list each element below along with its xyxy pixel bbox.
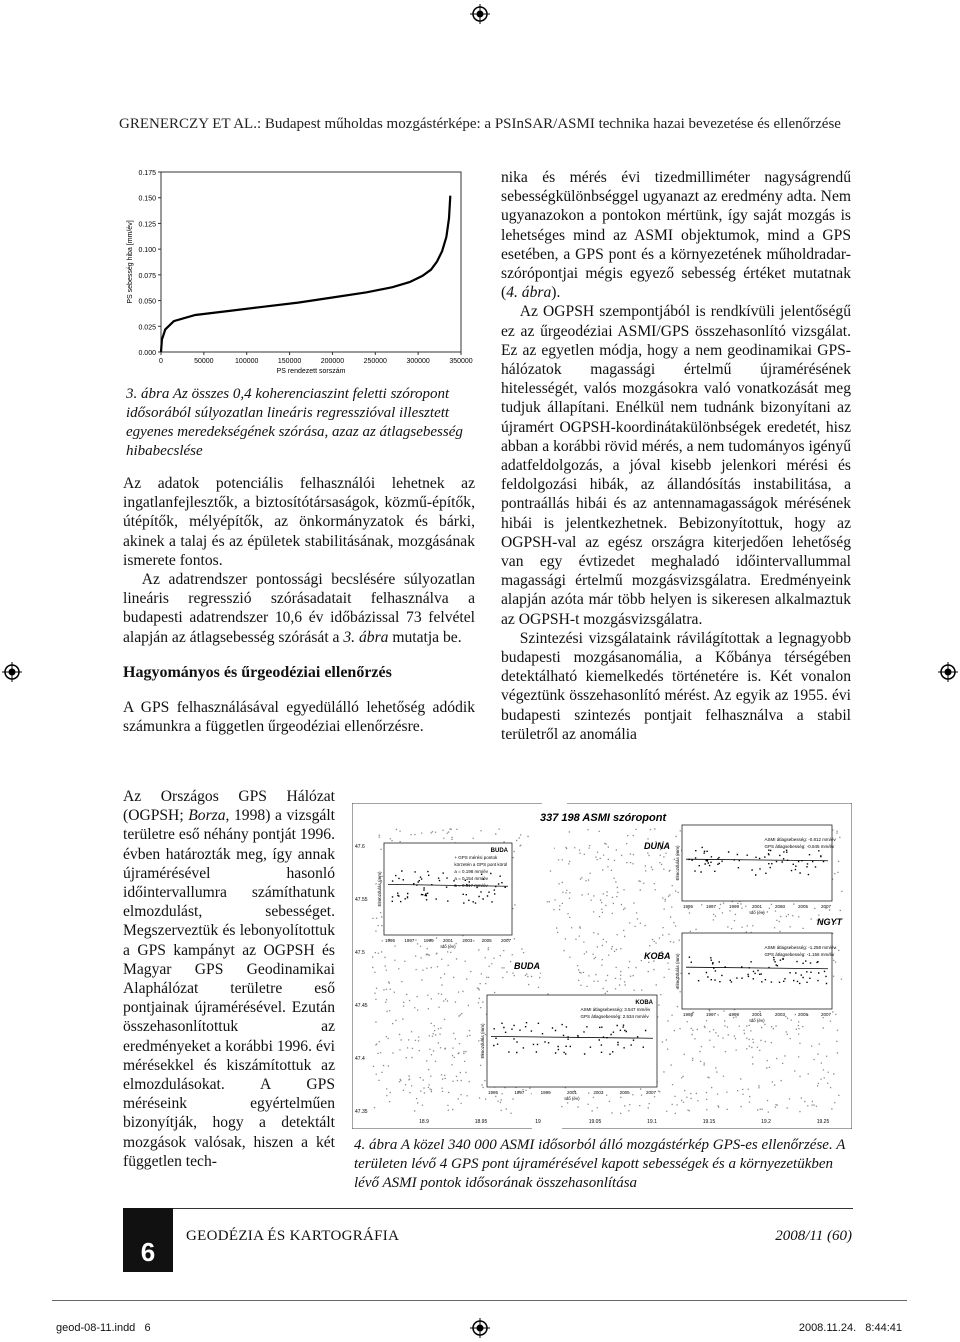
- paragraph-ogpsh-rest: , 1998) a vizsgált területre eső néhány pontját 1996. évben határozták meg, így annak újramérésével hasonló időintervallumra számíthatunk elmozdulást, sebességet. Megszerveztük és lebonyolítottuk a GPS kampányt az OGPSH és Magyar GPS Geodinamikai Alaphálózat területre eső pontjainak újramérésével. Ezután összehasonlítottuk az eredményeket a korábbi 1996. évi mérésekkel és kiszámítottuk az elmozdulásokat. A GPS méréseink egyértelműen bizonyítják, hogy a detektált mozgások valósak, hiszen a két független tech-: [123, 807, 335, 1170]
- inset-annotation: ASMI átlagsebesség: -0.812 mm/év: [764, 837, 836, 842]
- paragraph-ogpsh: [123, 787, 335, 1171]
- page-number-box: [123, 1208, 173, 1272]
- map-label-ngyt: NGYT: [817, 917, 843, 927]
- borza-reference: Borza: [188, 807, 226, 825]
- header-author-initial: G: [119, 116, 130, 132]
- latitude-tick-label: 47.5: [355, 950, 365, 956]
- map-label-duna: DUNA: [644, 841, 670, 851]
- paragraph-technique-comparison-end: ).: [551, 284, 561, 302]
- slug-timestamp: 2008.11.24. 8:44:41: [798, 1322, 902, 1334]
- map-title: 337 198 ASMI szóropont: [540, 812, 667, 824]
- inset-year-label: 1995: [384, 938, 396, 943]
- inset-year-label: 2005: [619, 1090, 630, 1095]
- running-header: [0, 116, 960, 133]
- inset-annotation: ASMI átlagsebesség: 3.547 mm/év: [580, 1007, 651, 1012]
- figure-4-caption-number: 4. ábra: [354, 1137, 398, 1153]
- x-tick-label: 50000: [194, 358, 214, 365]
- map-label-koba: KOBA: [644, 951, 671, 961]
- inset-elevation-axis: Elmozdulás (mm): [377, 871, 382, 907]
- inset-year-label: 1995: [682, 904, 694, 909]
- figure-3-caption: [126, 385, 471, 461]
- inset-time-axis: Idő (év): [564, 1096, 580, 1101]
- figure-3-caption-text: Az összes 0,4 koherenciaszint feletti szóropont idősorából súlyozatlan lineáris regresszióval illesztett egyenes meredekségének szórása, azaz az átlagsebesség hibabecslése: [126, 386, 463, 459]
- paragraph-gps-intro: A GPS felhasználásával egyedülálló lehetőség adódik számunkra a független űrgeodéziai ellenőrzésre.: [123, 699, 475, 736]
- inset-buda-timeseries: [377, 843, 512, 949]
- slug-rule: [52, 1300, 907, 1301]
- longitude-tick-label: 19.1: [647, 1119, 657, 1125]
- figure-4-reference: 4. ábra: [506, 284, 552, 302]
- inset-year-label: 2005: [797, 904, 809, 909]
- inset-year-label: 2003: [774, 1012, 786, 1017]
- latitude-tick-label: 47.4: [355, 1056, 365, 1062]
- inset-koba-timeseries: [480, 995, 657, 1101]
- longitude-tick-label: 19.25: [816, 1119, 830, 1125]
- map-label-buda: BUDA: [514, 961, 540, 971]
- inset-annotation: a = 0.117 mm/év: [454, 883, 488, 888]
- longitude-tick-label: 18.95: [474, 1119, 488, 1125]
- inset-year-label: 2001: [751, 904, 763, 909]
- inset-year-label: 2003: [774, 904, 786, 909]
- y-tick-label: 0.125: [138, 221, 156, 229]
- paragraph-ogpsh-text: Az Országos GPS Hálózat (OGPSH;: [123, 788, 335, 825]
- figure-3-reference: 3. ábra: [343, 628, 389, 646]
- journal-name: GEODÉZIA ÉS KARTOGRÁFIA: [186, 1228, 400, 1244]
- inset-annotation: + GPS mérési pontok: [454, 855, 498, 860]
- inset-year-label: 2001: [566, 1090, 578, 1095]
- inset-annotation: ASMI átlagsebesség: -1.258 mm/év: [764, 945, 836, 950]
- y-tick-label: 0.025: [138, 324, 156, 332]
- inset-year-label: 2007: [820, 1012, 832, 1017]
- inset-year-label: 2005: [797, 1012, 809, 1017]
- inset-year-label: 1999: [423, 938, 434, 943]
- x-tick-label: 300000: [406, 358, 430, 365]
- slug-filename: geod-08-11.indd 6: [56, 1322, 151, 1334]
- figure-3-caption-number: 3. ábra: [126, 386, 170, 402]
- registration-mark-icon: [2, 662, 22, 682]
- x-tick-label: 200000: [320, 358, 345, 365]
- figure-3-chart: [123, 166, 473, 380]
- right-column-text: [501, 168, 851, 744]
- inset-station-label: KOBA: [635, 1000, 653, 1006]
- x-tick-label: 150000: [277, 358, 302, 365]
- inset-year-label: 1995: [682, 1012, 694, 1017]
- inset-time-axis: Idő (év): [749, 910, 765, 915]
- header-title: : Budapest műholdas mozgástérképe: a PSInSAR/ASMI technika hazai bevezetése és ellenőrzése: [256, 116, 841, 132]
- inset-time-axis: Idő (év): [440, 944, 456, 949]
- longitude-tick-label: 19.2: [761, 1119, 771, 1125]
- inset-elevation-axis: Elmozdulás (mm): [675, 953, 680, 989]
- issue-number: 2008/11 (60): [775, 1228, 852, 1244]
- page-number: 6: [140, 1237, 156, 1267]
- inset-annotation: GPS átlagsebesség: -1.156 mm/év: [764, 952, 835, 957]
- inset-year-label: 1999: [728, 904, 740, 909]
- header-authors: RENERCZY ET AL: [129, 116, 254, 132]
- inset-year-label: 1997: [514, 1090, 525, 1095]
- latitude-tick-label: 47.6: [355, 844, 365, 850]
- x-tick-label: 0: [159, 358, 163, 365]
- x-tick-label: 100000: [235, 358, 259, 365]
- registration-mark-icon: [470, 1318, 490, 1338]
- inset-year-label: 1999: [728, 1012, 740, 1017]
- y-tick-label: 0.000: [138, 350, 156, 357]
- section-heading: Hagyományos és űrgeodéziai ellenőrzés: [123, 663, 392, 681]
- paragraph-technique-comparison: [501, 168, 851, 302]
- longitude-tick-label: 19.05: [588, 1119, 602, 1125]
- inset-elevation-axis: Elmozdulás (mm): [480, 1023, 485, 1059]
- inset-year-label: 1995: [487, 1090, 499, 1095]
- inset-annotation: a = 0.198 mm/év: [454, 869, 489, 874]
- footer-rule: [123, 1208, 853, 1209]
- inset-annotation: körzetén a GPS pont körül: [454, 862, 508, 867]
- inset-station-label: BUDA: [490, 848, 508, 854]
- inset-year-label: 1999: [540, 1090, 551, 1095]
- inset-annotation: GPS átlagsebesség: 2.534 mm/év: [580, 1014, 649, 1019]
- paragraph-technique-comparison-text: nika és mérés évi tizedmilliméter nagyságrendű sebességkülönbséggel ugyanazt az eredmény adta. Nem ugyanazokon a pontokon mértünk, így saját mozgás is lehetséges mind az ASMI objektumok, mind a GPS esetében, a GPS pont és a környezetének műholdradar-szórópontjai mégis egyező sebesség értéket mutatnak (: [501, 169, 851, 302]
- latitude-tick-label: 47.55: [355, 897, 368, 903]
- registration-mark-icon: [470, 4, 490, 24]
- inset-year-label: 1997: [705, 904, 717, 909]
- inset-annotation: a = 0.154 mm/év: [454, 876, 489, 881]
- inset-year-label: 2001: [442, 938, 454, 943]
- inset-year-label: 2007: [645, 1090, 657, 1095]
- figure-4-caption-text: A közel 340 000 ASMI idősorból álló mozgástérkép GPS-es ellenőrzése. A területen lévő 4 GPS pont újramérésével kapott sebességek és a környezetükben lévő ASMI pontok idősorának összehasonlítása: [354, 1137, 846, 1191]
- inset-year-label: 2001: [751, 1012, 763, 1017]
- inset-year-label: 1997: [404, 938, 415, 943]
- left-column-text: [123, 474, 475, 736]
- inset-year-label: 2005: [481, 938, 492, 943]
- inset-year-label: 1997: [705, 1012, 717, 1017]
- paragraph-ogpsh-significance: Az OGPSH szempontjából is rendkívüli jelentőségű ez az űrgeodéziai ASMI/GPS összehasonlító vizsgálat. Ez az egyetlen módja, hogy a nem geodinamikai GPS-hálózatok magassági értelmű újramérésének hitelességét, valós mozgásokra való vonatkozását meg tudjuk állapítani. Enélkül nem tudnánk bizonyítani az újramért OGPSH-koordinátakülönbségek eredetét, hisz abban a korábbi rövid mérés, a nem tudományos igényű adatfeldolgozás, a jóval kisebb jelenkori mérési és feldolgozási hibák, az állandósítás instabilitása, a pontraállás hibái és az antennamagasságok mérésének hibái is jelentkezhetnek. Bebizonyítottuk, hogy az OGPSH-val az egész országra kiterjedően lehetőség van egy évtizedet meghaladó időintervallummal magassági értelmű mozgásvizsgálatra. Eredményeink alapján azóta már több helyen is sikeresen alkalmaztuk az OGPSH-t mozgásvizsgálatra.: [501, 303, 851, 628]
- y-tick-label: 0.150: [138, 195, 156, 203]
- y-tick-label: 0.175: [138, 170, 156, 177]
- paragraph-accuracy-end: mutatja be.: [388, 628, 462, 646]
- figure-4-caption: [354, 1136, 852, 1193]
- inset-year-label: 2007: [820, 904, 832, 909]
- longitude-tick-label: 19.15: [702, 1119, 716, 1125]
- inset-year-label: 2007: [500, 938, 512, 943]
- latitude-tick-label: 47.45: [355, 1003, 368, 1009]
- registration-mark-icon: [938, 662, 958, 682]
- x-axis-label: PS rendezett sorszám: [276, 368, 346, 375]
- paragraph-accuracy-text: Az adatrendszer pontossági becslésére súlyozatlan lineáris regresszió szórásadatait felhasználva a budapesti adatrendszer 10,6 év időbázissal 73 felvétel alapján az átlagsebesség szórását a: [123, 571, 475, 646]
- inset-annotation: GPS átlagsebesség: -0.845 mm/év: [764, 844, 835, 849]
- inset-elevation-axis: Elmozdulás (mm): [675, 845, 680, 881]
- y-tick-label: 0.050: [138, 298, 156, 306]
- inset-year-label: 2003: [593, 1090, 604, 1095]
- paragraph-potential-users: Az adatok potenciális felhasználói lehetnek az ingatlanfejlesztők, a biztosítótársaságok, közmű-építők, útépítők, mélyépítők, az önkormányzatok és bárki, akinek a talaj és az épületek stabilitásának, mozgásának ismerete fontos.: [123, 475, 475, 569]
- longitude-tick-label: 18.9: [419, 1119, 429, 1125]
- y-tick-label: 0.075: [138, 272, 156, 280]
- left-column-narrow-text: [123, 787, 335, 1171]
- y-axis-label: PS sebesség hiba [mm/év]: [127, 220, 134, 304]
- paragraph-leveling: Szintezési vizsgálataink rávilágítottak a legnagyobb budapesti mozgásanomália, a Kőbánya térségében detektálható kiemelkedés történetére is. Két vonalon végeztünk összehasonlító mérést. Az egyik az 1955. évi budapesti szintezés pontjait felhasználva a stabil területről az anomália: [501, 629, 851, 743]
- inset-time-axis: Idő (év): [749, 1018, 765, 1023]
- x-tick-label: 250000: [363, 358, 387, 365]
- longitude-tick-label: 19: [535, 1119, 541, 1125]
- figure-4-map: [352, 803, 852, 1129]
- latitude-tick-label: 47.35: [355, 1109, 368, 1115]
- y-tick-label: 0.100: [138, 247, 156, 255]
- header-authors-suffix: .: [253, 116, 257, 132]
- x-tick-label: 350000: [449, 358, 473, 365]
- inset-year-label: 2003: [462, 938, 473, 943]
- paragraph-accuracy: [123, 570, 475, 647]
- plot-area: [161, 172, 461, 352]
